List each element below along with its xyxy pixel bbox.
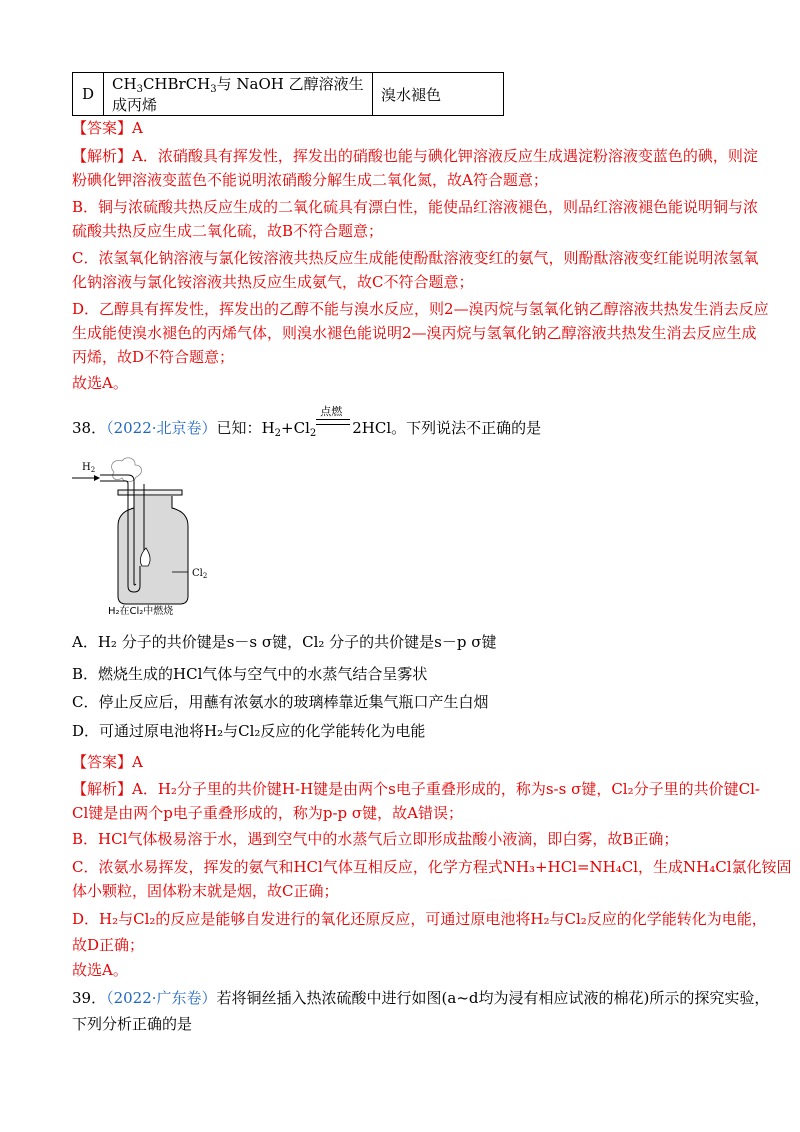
analysis-line: 丙烯，故D不符合题意； [72, 348, 235, 366]
h2-label: $H_2$ [82, 462, 96, 474]
question-38-option-b: B．燃烧生成的HCl气体与空气中的水蒸气结合呈雾状 [72, 665, 428, 683]
question-38-option-d: D．可通过原电池将H₂与Cl₂反应的化学能转化为电能 [72, 722, 426, 740]
analysis-line: 化钠溶液与氯化铵溶液共热反应生成氨气，故C不符合题意； [72, 273, 474, 291]
option-table [72, 72, 504, 116]
analysis-line: Cl键是由两个p电子重叠形成的，称为p-p σ键，故A错误； [72, 804, 463, 822]
option-reaction: $CH_3CHBrCH_3$与 NaOH 乙醇溶液生成丙烯 [104, 73, 373, 116]
option-letter: D [73, 73, 104, 116]
cl2-label: $Cl_2$ [192, 568, 208, 580]
chemical-equation: $H_2+Cl_2$ 点燃 2HCl [261, 405, 392, 439]
combustion-apparatus-figure [68, 456, 218, 616]
question-38-option-a: A．H₂ 分子的共价键是s－s σ键，Cl₂ 分子的共价键是s－p σ键 [72, 633, 497, 651]
conclusion: 故选A。 [72, 961, 128, 979]
analysis-line: C．浓氢氧化钠溶液与氯化铵溶液共热反应生成能使酚酞溶液变红的氨气，则酚酞溶液变红能说明浓氢氧 [72, 249, 759, 267]
analysis-line: D．H₂与Cl₂的反应是能够自发进行的氧化还原反应，可通过原电池将H₂与Cl₂反应的化学能转化为电能， [72, 910, 767, 928]
answer-label: 【答案】A [72, 753, 143, 771]
analysis-line: B．HCl气体极易溶于水，遇到空气中的水蒸气后立即形成盐酸小液滴，即白雾，故B正确； [72, 830, 679, 848]
question-number: 38． [72, 419, 107, 437]
analysis-line: 【解析】A．H₂分子里的共价键H-H键是由两个s电子重叠形成的，称为s-s σ键，Cl₂分子里的共价键Cl- [72, 780, 760, 798]
analysis-line: 生成能使溴水褪色的丙烯气体，则溴水褪色能说明2—溴丙烷与氢氧化钠乙醇溶液共热发生消去反应生成 [72, 324, 757, 342]
question-number: 39． [72, 989, 107, 1007]
option-result: 溴水褪色 [373, 73, 504, 116]
question-39-stem: 39．（2022·广东卷）若将铜丝插入热浓硫酸中进行如图(a~d均为浸有相应试液的棉花)所示的探究实验， [72, 989, 770, 1007]
analysis-line: D．乙醇具有挥发性，挥发出的乙醇不能与溴水反应，则2—溴丙烷与氢氧化钠乙醇溶液共热发生消去反应 [72, 300, 769, 318]
option-row-d [73, 73, 504, 116]
question-38-stem: 38．（2022·北京卷）已知：$H_2+Cl_2$ 点燃 2HCl。下列说法不正确的是 [72, 405, 542, 439]
question-38-option-c: C．停止反应后，用蘸有浓氨水的玻璃棒靠近集气瓶口产生白烟 [72, 693, 489, 711]
analysis-line: 【解析】A．浓硝酸具有挥发性，挥发出的硝酸也能与碘化钾溶液反应生成遇淀粉溶液变蓝色的碘，则淀 [72, 147, 758, 165]
analysis-line: B．铜与浓硫酸共热反应生成的二氧化硫具有漂白性，能使品红溶液褪色，则品红溶液褪色能说明铜与浓 [72, 198, 759, 216]
answer-label: 【答案】A [72, 119, 143, 137]
question-source: （2022·北京卷） [106, 419, 217, 437]
conclusion: 故选A。 [72, 374, 128, 392]
analysis-line: 体小颗粒，固体粉末就是烟，故C正确； [72, 882, 339, 900]
analysis-line: C．浓氨水易挥发，挥发的氨气和HCl气体互相反应，化学方程式NH₃+HCl=NH₄Cl，生成NH₄Cl氯化铵固 [72, 858, 792, 876]
analysis-line: 硫酸共热反应生成二氧化硫，故B不符合题意； [72, 222, 384, 240]
question-39-stem-line2: 下列分析正确的是 [72, 1015, 193, 1033]
smoke-puff-icon [112, 458, 142, 482]
question-source: （2022·广东卷） [106, 989, 217, 1007]
analysis-line: 粉碘化钾溶液变蓝色不能说明浓硝酸分解生成二氧化氮，故A符合题意； [72, 171, 548, 189]
analysis-line: 故D正确； [72, 936, 145, 954]
reaction-condition: 点燃 [316, 408, 352, 438]
figure-caption: H₂在Cl₂中燃烧 [108, 606, 174, 616]
